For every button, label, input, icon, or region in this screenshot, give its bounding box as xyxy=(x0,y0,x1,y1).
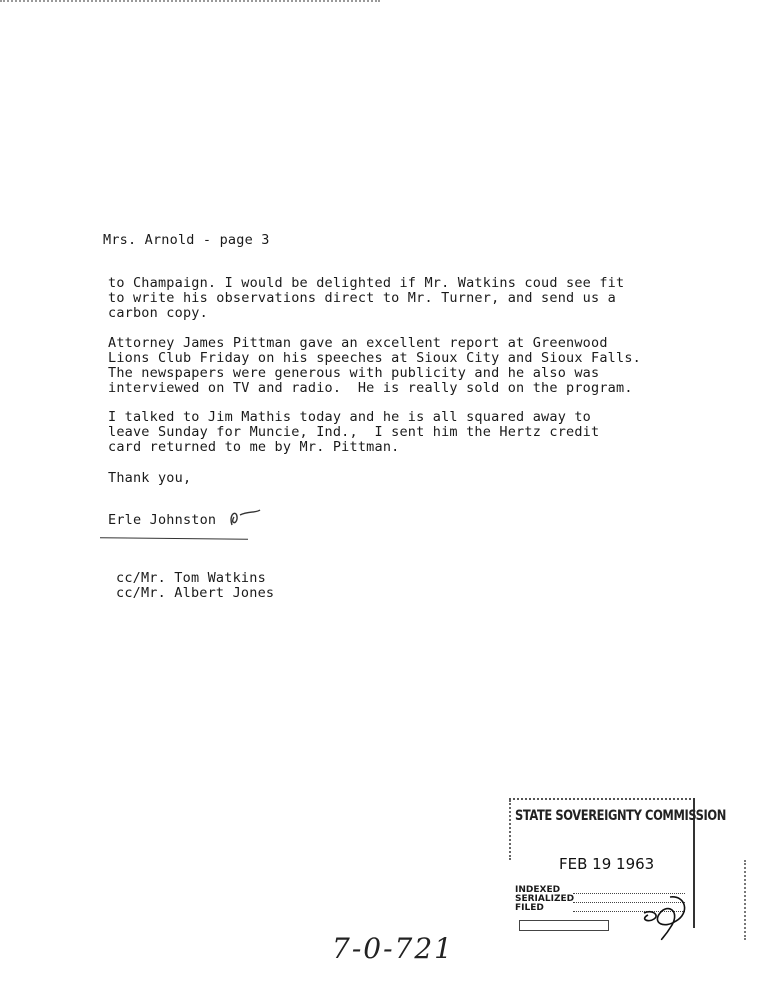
signature-flourish-icon xyxy=(226,507,266,529)
page-header: Mrs. Arnold - page 3 xyxy=(103,232,270,248)
closing-line: Thank you, xyxy=(108,470,192,486)
margin-scan-marks xyxy=(744,860,749,940)
stamp-label-indexed: INDEXED xyxy=(515,886,685,895)
paragraph-2: Attorney James Pittman gave an excellent report at Greenwood Lions Club Friday on his speeches at Sioux City and Sioux Falls. The newspapers were generous with publicity and he also was interviewed on TV and radio. He is really sold on the program. xyxy=(108,335,641,396)
paragraph-3: I talked to Jim Mathis today and he is all squared away to leave Sunday for Muncie, Ind., I sent him the Hertz credit card returned to me by Mr. Pittman. xyxy=(108,409,600,455)
handwritten-initials-icon xyxy=(630,893,690,943)
signature-name: Erle Johnston xyxy=(108,512,217,528)
stamp-label-serialized: SERIALIZED xyxy=(515,895,685,904)
stamp-box xyxy=(519,920,609,931)
carbon-copy-list: cc/Mr. Tom Watkins cc/Mr. Albert Jones xyxy=(116,570,275,601)
stamp-left-border xyxy=(509,800,511,860)
stamp-date: FEB 19 1963 xyxy=(559,855,655,873)
stamp-top-border xyxy=(509,798,695,800)
stamp-label-filed: FILED xyxy=(515,904,685,913)
file-number: 7-0-721 xyxy=(332,932,454,965)
page-top-dotted-edge xyxy=(0,0,380,4)
paragraph-1: to Champaign. I would be delighted if Mr. Watkins coud see fit to write his observations direct to Mr. Turner, and send us a carbon copy. xyxy=(108,275,625,321)
stamp-title: STATE SOVEREIGNTY COMMISSION xyxy=(515,808,726,824)
signature-underline xyxy=(100,537,248,540)
